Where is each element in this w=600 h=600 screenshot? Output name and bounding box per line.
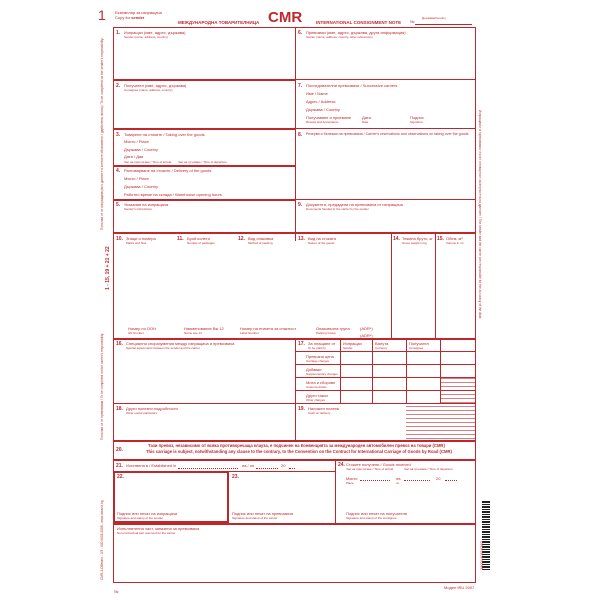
f15-label: Обем, м³ — [446, 236, 463, 241]
un-label-no-sub: Label Number — [240, 331, 259, 335]
f2-bottom — [113, 128, 295, 130]
f8-num: 8. — [298, 132, 303, 138]
country-no: № — [410, 19, 415, 24]
f24-place-line — [360, 480, 390, 481]
f21-year: 20 — [281, 463, 286, 468]
f9-sub: Documents handed to the carrier by the sender — [306, 207, 369, 211]
f13-label: Вид на стоката — [308, 236, 336, 241]
un-sub: UN Number — [128, 331, 144, 335]
f7-country: Държава / Country — [306, 107, 340, 112]
charge-label: Превозна цена — [306, 354, 334, 359]
f24-on-line — [404, 480, 430, 481]
f5-f9-bottom — [113, 232, 476, 234]
f7-name: Име / Name — [306, 91, 328, 96]
f21-num: 21. — [116, 463, 123, 469]
f10-num: 10. — [116, 236, 123, 242]
f1-bottom — [113, 79, 295, 81]
charge-sub: Carriage charges — [306, 359, 330, 363]
left-side-text-bottom: Попълва се от превозвача / To be completed on the carrier's responsibility — [100, 333, 104, 440]
country-label: Държава/Country — [422, 16, 446, 20]
f21-place-line — [178, 468, 238, 469]
title-en: INTERNATIONAL CONSIGNMENT NOTE — [316, 20, 402, 25]
f4-num: 4. — [116, 168, 121, 174]
f5-num: 5. — [116, 202, 121, 208]
f4-country: Държава / Country — [124, 184, 158, 189]
f20-bottom — [113, 459, 476, 461]
f16-sub: Special agreements between the sender and the carrier — [126, 346, 200, 350]
f4-label: Разтоварване на стоките / Delivery of the goods — [124, 168, 212, 173]
f21-year-line — [289, 468, 295, 469]
f17-head-line — [295, 351, 476, 352]
f16-num: 16. — [116, 341, 123, 347]
left-side-text-mid: 1 - 15, 19 + 21 + 22 — [105, 246, 111, 290]
f23-sig-sub: Signature and stamp of the carrier — [232, 516, 278, 520]
un-adr1: (ADR*) — [360, 326, 373, 331]
f15-sub: Volume in m³ — [446, 241, 464, 245]
charge-sub: Other charges — [306, 398, 326, 402]
f17-num: 17. — [298, 341, 305, 347]
f16-label: Специални споразумения между изпращача и превозвача — [126, 341, 235, 346]
f10-sub: Marks and Nos — [126, 241, 147, 245]
f11-num: 11. — [177, 236, 184, 242]
f22-num: 22. — [117, 474, 124, 480]
f17-consignee-sub: Consignee — [409, 346, 424, 350]
f5-label: Указания на изпращача — [124, 202, 169, 207]
f18-label: Други полезни подробности — [126, 406, 178, 411]
f13-sub: Nature of the goods — [308, 241, 335, 245]
reserved-label: Изпълнителна част, запазена за превозвача — [117, 526, 200, 531]
f13-num: 13. — [298, 236, 305, 242]
f12-label: Вид опаковка — [248, 236, 274, 241]
charge-sub: Supplementary charges — [306, 372, 338, 376]
copy-label-bg: Екземпляр за изпращача — [115, 10, 162, 15]
f6-bottom — [295, 79, 476, 80]
un-label: Номер по ООН — [128, 326, 157, 331]
f7-signature: Подпис — [410, 115, 424, 120]
f24-on: на — [396, 476, 401, 481]
f3-num: 3. — [116, 132, 121, 138]
copy-label-en-prefix: Copy for — [115, 15, 131, 20]
f22-sig: Подпис или печат на изпращача — [117, 511, 178, 516]
f17-currency-sub: Currency — [375, 346, 388, 350]
f23-sig: Подпис или печат на превозвача — [232, 511, 293, 516]
f2-num: 2. — [116, 83, 121, 89]
f3-arrival: Час на пристигане / Time of arrival — [124, 160, 172, 164]
f1-label: Изпращач (име, адрес, държава) — [124, 30, 186, 35]
f3-date: Дата / Дая — [124, 154, 144, 159]
f4-place: Място / Place — [124, 176, 149, 181]
right-side-text: Изпращачът и превозвачът носят отговорност за верността на данните / The sender and the carrier are responsible for the accuracy of the data — [478, 110, 482, 319]
footer-no: № — [114, 589, 119, 594]
charge-line — [295, 364, 476, 365]
un-label-no: Номер на етикета за опасност — [240, 326, 297, 331]
f20-line1-bg: Тази превоз, независимо от всяка противоречаща клауза, е подчинен на Конвенцията за международен автомобилен превоз на товари (CMR) — [148, 443, 445, 448]
f19-label: Наложен платеж — [308, 406, 340, 411]
f24-on-sub: on — [396, 481, 400, 485]
f7-label: Последователни превозвачи / Successive carriers — [306, 83, 398, 88]
f24-bottom — [113, 523, 476, 525]
f17-sender: Изпращач — [343, 341, 362, 346]
f7-receipt-sub: Receipt and Acceptance — [306, 120, 339, 124]
f4-bottom — [113, 199, 295, 201]
f7-bottom — [295, 128, 476, 129]
reserved-sub: Non-contractual part reserved for the carrier — [117, 531, 176, 535]
f17-consignee: Получател — [409, 341, 429, 346]
f24-arrival: Час на пристигане / Time of arrival — [346, 467, 394, 471]
f17-col1 — [340, 338, 341, 403]
un-adr2: (ADR*) — [360, 333, 373, 338]
f8-label: Резерви и бележки на превозвача / Carrier's reservations and observations on taking over the goods — [306, 132, 469, 136]
country-line — [415, 24, 472, 25]
f6-num: 6. — [298, 30, 303, 36]
un-packing-group: Опаковъчна група — [316, 326, 350, 331]
f21-date-line — [256, 468, 278, 469]
f18-num: 18. — [116, 406, 123, 412]
f12-num: 12. — [238, 236, 245, 242]
copy-number: 1 — [98, 7, 106, 23]
model-label: Модел IRU 2007 — [444, 585, 475, 590]
f24-place-sub: Place — [346, 481, 354, 485]
un-name-label: Наименование Вж 12 — [184, 326, 224, 331]
f7-address: Адрес / Address — [306, 99, 336, 104]
f20-num: 20. — [116, 447, 123, 453]
charge-label: Добавки — [306, 367, 322, 372]
f11-label: Брой колети — [187, 236, 210, 241]
charge-sub: Customs duties — [306, 385, 327, 389]
f17-hatch — [440, 377, 475, 403]
f24-sig-sub: Signature and stamp of the consignee — [346, 516, 397, 520]
f11-sub: Number of packages — [187, 241, 215, 245]
f3-country: Държава / Country — [124, 147, 158, 152]
f17-sender-sub: Sender — [343, 346, 353, 350]
f17-sub: To be paid by — [308, 346, 326, 350]
f9-num: 9. — [298, 202, 303, 208]
copy-label-en — [115, 15, 144, 20]
f21-label: Изготвена в / Established in — [126, 463, 177, 468]
f8-bottom — [295, 199, 476, 200]
un-packing-group-sub: Packing Group — [316, 331, 336, 335]
f7-num: 7. — [298, 83, 303, 89]
f12-sub: Method of packing — [248, 241, 273, 245]
f19-sub: Cash on delivery — [308, 411, 331, 415]
f7-signature-sub: Signature — [410, 120, 423, 124]
f24-departure: Час на тръгване / Time of departure — [404, 467, 453, 471]
f1-num: 1. — [116, 30, 121, 36]
title-bg: МЕЖДУНАРОДНА ТОВАРИТЕЛНИЦА — [178, 20, 260, 25]
barcode-text: 3800140516382 — [479, 541, 484, 570]
f3-place: Място / Place — [124, 139, 149, 144]
f7-date-sub: Date — [362, 120, 369, 124]
f14-left — [391, 232, 392, 338]
f3-label: Товарене на стоките / Taking over the goods — [124, 132, 205, 137]
f6-label: Превозвач (име, адрес, държава, друга информация) — [306, 30, 406, 35]
f17-col2 — [372, 338, 373, 403]
f14-num: 14. — [393, 236, 400, 242]
f2-label: Получател (име, адрес, държава) — [124, 83, 187, 88]
f21-on: на / on — [242, 463, 255, 468]
f17-col3 — [406, 338, 407, 403]
copy-label-en-bold: sender — [131, 15, 145, 20]
f17-label: За плащане от — [308, 341, 336, 346]
charge-label: Мита и сборове — [306, 380, 336, 385]
f24-num: 24. — [338, 462, 345, 468]
f17-currency: Валута — [375, 341, 389, 346]
f22-sig-sub: Signature and stamp of the sender — [117, 516, 164, 520]
f24-year: 20 — [436, 476, 441, 481]
f19-num: 19. — [298, 406, 305, 412]
publisher-text: CMR-1-Обемно - 2/3 - ISO 9001:2008 - www.obrazci.bg — [100, 500, 104, 580]
f1-sub: Sender (name, address, country) — [124, 35, 168, 39]
f24-label: Стоките получени / Goods received — [346, 462, 411, 467]
cmr-title: CMR — [268, 9, 303, 26]
f6-sub: Carrier (name, address, country, other references) — [306, 35, 373, 39]
f10-label: Знаци и номера — [126, 236, 156, 241]
f24-place: Място — [346, 476, 358, 481]
f23-num: 23. — [232, 474, 239, 480]
f4-hours: Работно време на склада / Warehouse opening hours — [124, 192, 222, 197]
f23-right — [335, 459, 336, 523]
center-divider-top — [295, 27, 296, 241]
f19-bottom — [113, 440, 476, 442]
f7-date: Дата — [362, 115, 371, 120]
f24-sig: Подпис или печат на получателя — [346, 511, 407, 516]
f3-departure: Час на тръгване / Time of departure — [178, 160, 227, 164]
f18-sub: Other useful particulars — [126, 411, 158, 415]
f20-line1-en: This carriage is subject, notwithstanding any clause to the contrary, to the Convention on the Contract for International Carriage of Goods by Road (CMR) — [146, 449, 452, 454]
f15-left — [435, 232, 436, 338]
f5-sub: Sender's instructions — [124, 207, 152, 211]
f3-bottom — [113, 165, 295, 167]
charge-label: Други такси — [306, 393, 328, 398]
f2-sub: Consignee (name, address, country) — [124, 88, 173, 92]
f19-hatch — [406, 404, 475, 439]
un-name-sub: Name see 13 — [184, 331, 202, 335]
f15-num: 15. — [437, 236, 444, 242]
f14-label: Тежина бруто, кг — [402, 236, 433, 241]
center-divider-mid — [295, 338, 296, 440]
f9-label: Документи, предадени на превозвача от изпращача — [306, 202, 403, 207]
f24-year-line — [445, 480, 457, 481]
left-side-text-top: Попълва се от изпращача (вкл. данните в клетките обозначени с удебелена линия) / To be completed on the sender's responsibility — [100, 38, 104, 230]
f7-receipt: Получаване и приемане — [306, 115, 352, 120]
f14-sub: Gross weight in kg — [402, 241, 427, 245]
